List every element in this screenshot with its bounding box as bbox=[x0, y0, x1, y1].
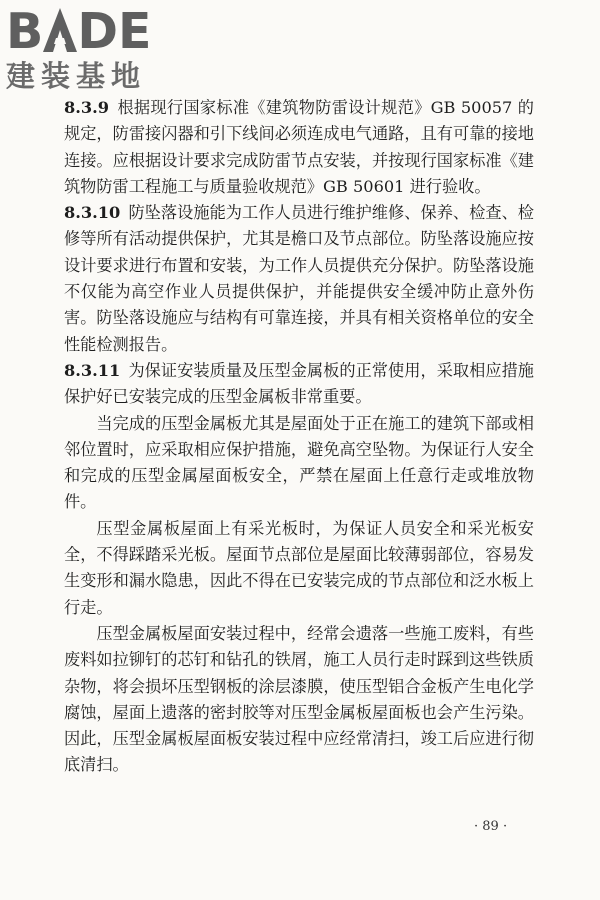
logo-wordmark bbox=[6, 3, 176, 60]
logo-letters-de: DE bbox=[77, 3, 152, 60]
clause-8-3-10 bbox=[64, 200, 534, 358]
logo-subtitle: 建装基地 bbox=[6, 59, 147, 93]
clause-text: 为保证安装质量及压型金属板的正常使用，采取相应措施保护好已安装完成的压型金属板非常重要。 bbox=[64, 360, 534, 407]
clause-8-3-9 bbox=[64, 95, 534, 200]
clause-number: 8.3.9 bbox=[64, 98, 110, 117]
bade-logo bbox=[6, 3, 176, 93]
page-number: · 89 · bbox=[474, 819, 508, 834]
body-paragraph: 压型金属板屋面上有采光板时，为保证人员安全和采光板安全，不得踩踏采光板。屋面节点部位是屋面比较薄弱部位，容易发生变形和漏水隐患，因此不得在已安装完成的节点部位和泛水板上行走。 bbox=[64, 518, 534, 617]
logo-letter-a-icon bbox=[43, 6, 77, 56]
clause-number: 8.3.10 bbox=[64, 203, 121, 223]
clause-8-3-11 bbox=[64, 358, 534, 411]
body-paragraph: 压型金属板屋面安装过程中，经常会遗落一些施工废料，有些废料如拉铆钉的芯钉和钻孔的铁屑，施工人员行走时踩到这些铁质杂物，将会损坏压型钢板的涂层漆膜，使压型铝合金板产生电化学腐蚀，屋面上遗落的密封胶等对压型金属板屋面板也会产生污染。因此，压型金属板屋面板安装过程中应经常清扫，竣工后应进行彻底清扫。 bbox=[64, 623, 534, 775]
body-paragraph: 当完成的压型金属板尤其是屋面处于正在施工的建筑下部或相邻位置时，应采取相应保护措施，避免高空坠物。为保证行人安全和完成的压型金属屋面板安全，严禁在屋面上任意行走或堆放物件。 bbox=[64, 413, 534, 512]
document-body bbox=[64, 95, 534, 779]
clause-text: 防坠落设施能为工作人员进行维护维修、保养、检查、检修等所有活动提供保护，尤其是檐口及节点部位。防坠落设施应按设计要求进行布置和安装，为工作人员提供充分保护。防坠落设施不仅能为高空作业人员提供保护，并能提供安全缓冲防止意外伤害。防坠落设施应与结构有可靠连接，并具有相关资格单位的安全性能检测报告。 bbox=[64, 203, 534, 354]
logo-letter-b: B bbox=[6, 3, 44, 60]
clause-number: 8.3.11 bbox=[64, 360, 121, 380]
clause-text: 根据现行国家标准《建筑物防雷设计规范》GB 50057 的规定，防雷接闪器和引下线间必须连成电气通路，且有可靠的接地连接。应根据设计要求完成防雷节点安装，并按现行国家标准《建筑物防雷工程施工与质量验收规范》GB 50601 进行验收。 bbox=[64, 98, 534, 196]
